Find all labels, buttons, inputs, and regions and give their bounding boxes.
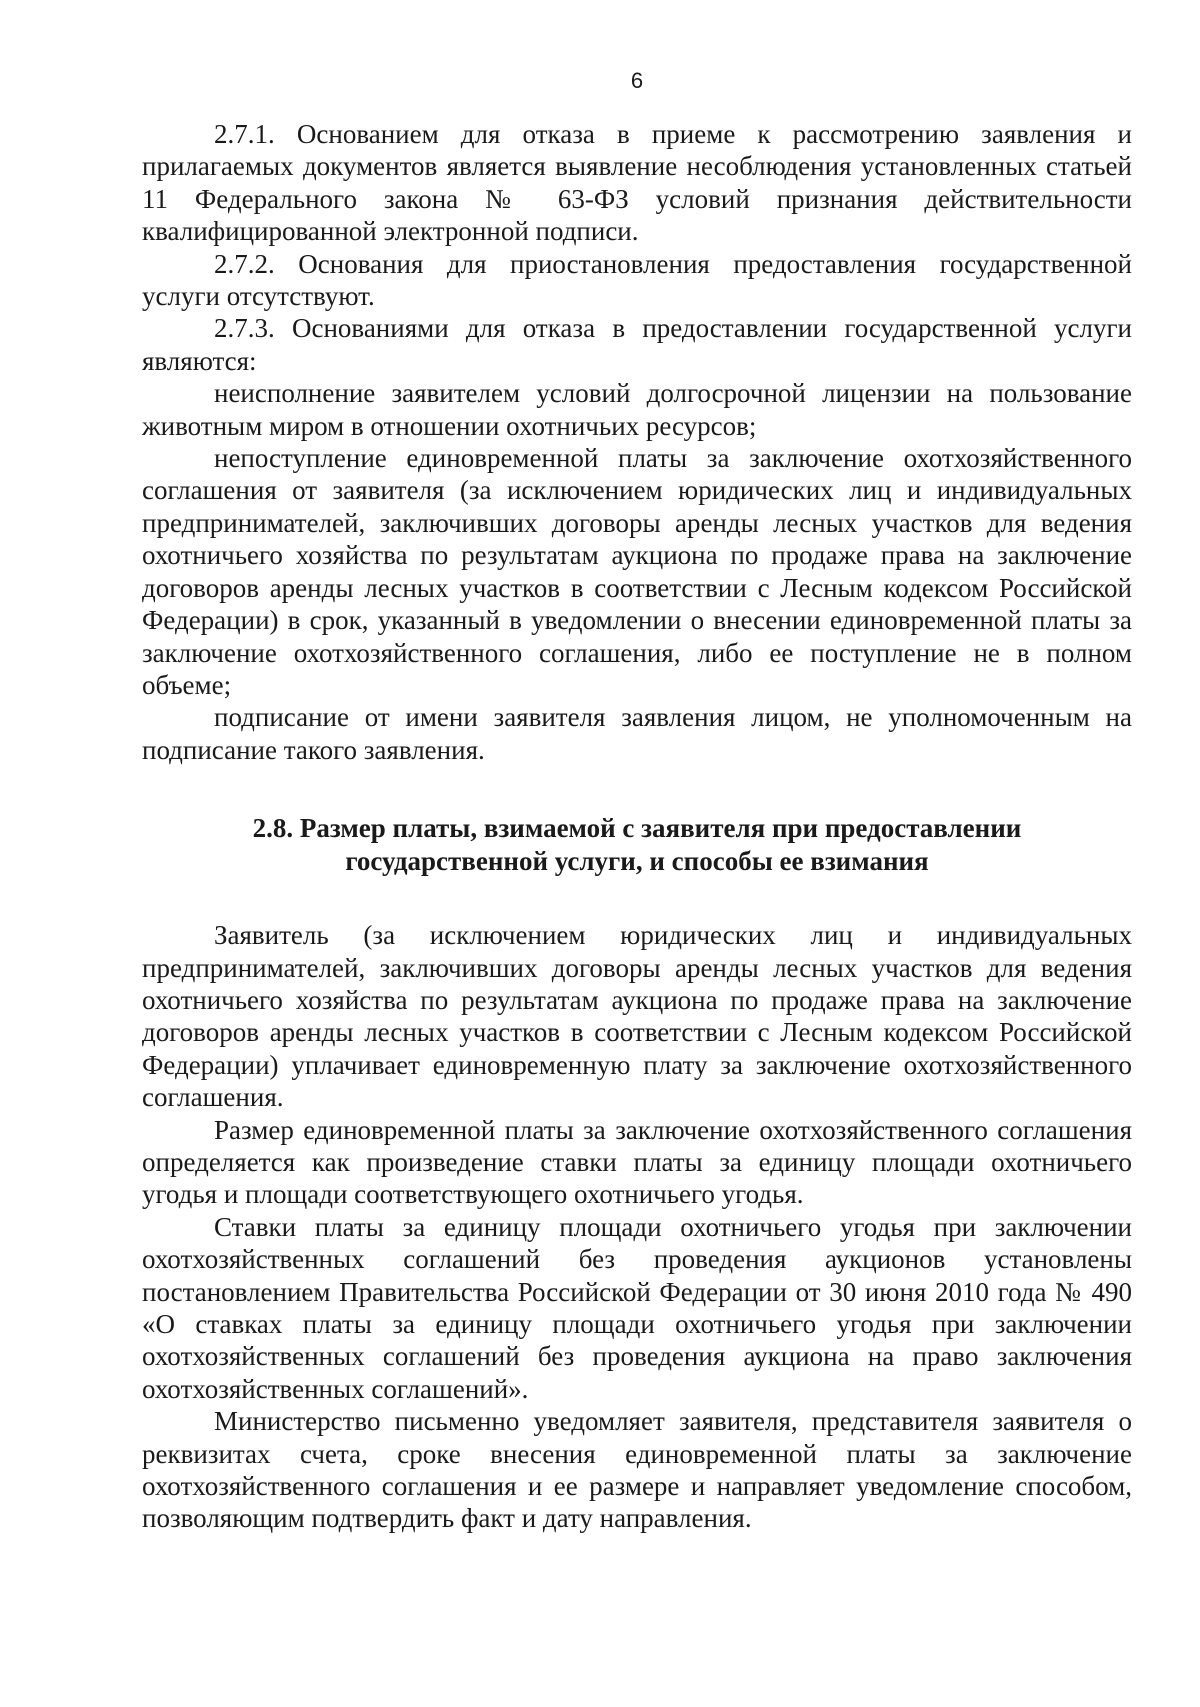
refusal-reason-payment: непоступление единовременной платы за заключение охотхозяйственного соглашения от заявителя (за исключением юридических лиц и индивидуальных предпринимателей, заключивших договоры аренды лесных участков для ведения охотничьего хозяйства по результатам аукциона по продаже права на заключение договоров аренды лесных участков в соответствии с Лесным кодексом Российской Федерации) в срок, указанный в уведомлении о внесении единовременной платы за заключение охотхозяйственного соглашения, либо ее поступление не в полном объеме; <box>142 443 1132 700</box>
paragraph-2-7-1: 2.7.1. Основанием для отказа в приеме к рассмотрению заявления и прилагаемых документов является выявление несоблюдения установленных статьей 11 Федерального закона № 63-ФЗ условий признания действительности квалифицированной электронной подписи. <box>142 119 1132 247</box>
paragraph-fee-amount: Размер единовременной платы за заключение охотхозяйственного соглашения определяется как произведение ставки платы за единицу площади охотничьего угодья и площади соответствующего охотничьего угодья. <box>142 1114 1132 1210</box>
paragraph-ministry-notice: Министерство письменно уведомляет заявителя, представителя заявителя о реквизитах счета, сроке внесения единовременной платы за заключение охотхозяйственного соглашения и ее размере и направляет уведомление способом, позволяющим подтвердить факт и дату направления. <box>142 1406 1132 1534</box>
paragraph-fee-rates: Ставки платы за единицу площади охотничьего угодья при заключении охотхозяйственных соглашений без проведения аукционов установлены постановлением Правительства Российской Федерации от 30 июня 2010 года № 490 «О ставках платы за единицу площади охотничьего угодья при заключении охотхозяйственных соглашений без проведения аукциона на право заключения охотхозяйственных соглашений». <box>142 1211 1132 1404</box>
heading-line-1: 2.8. Размер платы, взимаемой с заявителя при предоставлении <box>252 813 1022 844</box>
paragraph-fee-payer: Заявитель (за исключением юридических лиц и индивидуальных предпринимателей, заключивших договоры аренды лесных участков для ведения охотничьего хозяйства по результатам аукциона по продаже права на заключение договоров аренды лесных участков в соответствии с Лесным кодексом Российской Федерации) уплачивает единовременную плату за заключение охотхозяйственного соглашения. <box>142 920 1132 1113</box>
section-heading-2-8 <box>172 812 1102 877</box>
heading-line-2: государственной услуги, и способы ее взимания <box>345 845 929 876</box>
paragraph-2-7-3: 2.7.3. Основаниями для отказа в предоставлении государственной услуги являются: <box>142 313 1132 376</box>
refusal-reason-signature: подписание от имени заявителя заявления лицом, не уполномоченным на подписание такого заявления. <box>142 702 1132 765</box>
document-page <box>142 68 1132 1535</box>
refusal-reason-license: неисполнение заявителем условий долгосрочной лицензии на пользование животным миром в отношении охотничьих ресурсов; <box>142 378 1132 441</box>
paragraph-2-7-2: 2.7.2. Основания для приостановления предоставления государственной услуги отсутствуют. <box>142 248 1132 312</box>
page-number: 6 <box>630 68 644 93</box>
